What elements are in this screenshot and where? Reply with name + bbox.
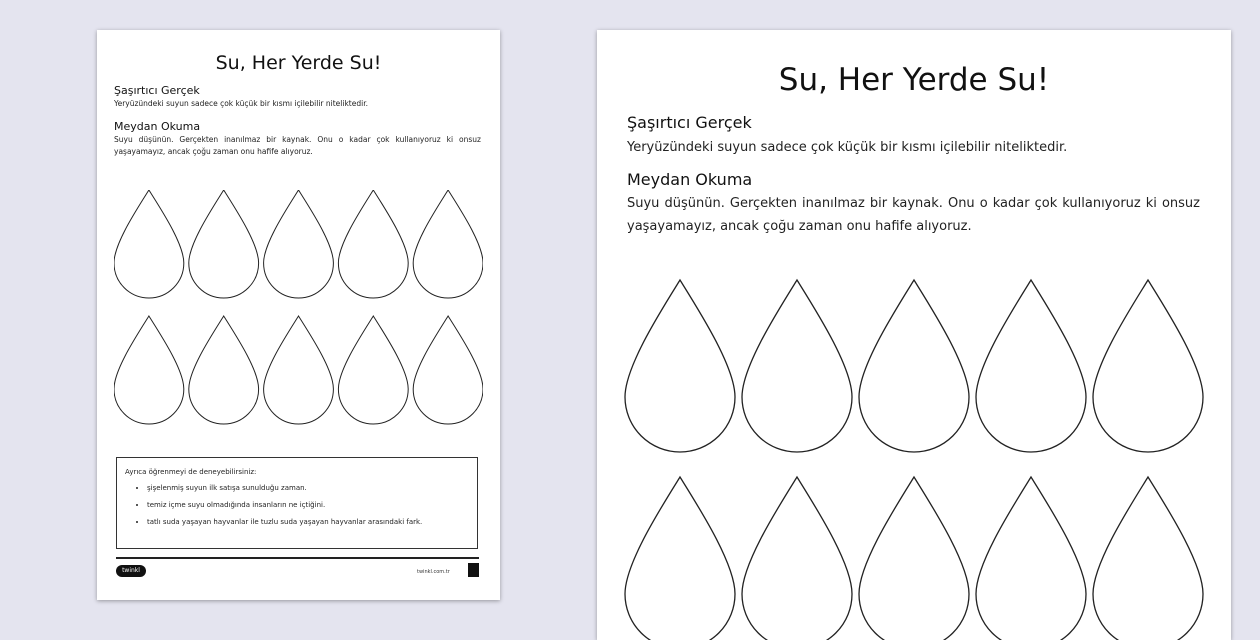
water-drop-outline	[264, 316, 334, 424]
water-drop-outline	[114, 190, 184, 298]
water-drop-grid-large	[625, 280, 1203, 640]
water-drop-outline	[413, 316, 483, 424]
water-drop-grid	[114, 190, 483, 438]
water-drop-outline	[859, 280, 969, 452]
extra-learning-box	[116, 457, 478, 549]
fact-text-large: Yeryüzündeki suyun sadece çok küçük bir kısmı içilebilir niteliktedir.	[627, 140, 1068, 155]
water-drop-outline	[189, 316, 259, 424]
worksheet-title-large: Su, Her Yerde Su!	[778, 62, 1050, 98]
extra-learning-item: • şişelenmiş suyun ilk satışa sunulduğu zaman.	[147, 484, 477, 492]
extra-learning-intro: Ayrıca öğrenmeyi de deneyebilirsiniz:	[125, 468, 257, 476]
fact-heading-large: Şaşırtıcı Gerçek	[627, 113, 752, 132]
water-drop-outline	[742, 280, 852, 452]
water-drop-outline	[189, 190, 259, 298]
extra-learning-item: • temiz içme suyu olmadığında insanların ne içtiğini.	[147, 501, 477, 509]
water-drop-outline	[859, 477, 969, 640]
challenge-heading-large: Meydan Okuma	[627, 170, 753, 189]
water-drop-outline	[976, 477, 1086, 640]
water-drops-svg	[114, 190, 483, 438]
water-drop-outline	[625, 477, 735, 640]
water-drop-outline	[338, 316, 408, 424]
water-drop-outline	[625, 280, 735, 452]
footer-url: twinkl.com.tr	[417, 569, 450, 575]
footer-badge-icon	[468, 563, 479, 577]
water-drop-outline	[976, 280, 1086, 452]
water-drop-outline	[1093, 280, 1203, 452]
worksheet-title: Su, Her Yerde Su!	[215, 52, 382, 74]
worksheet-zoomed	[597, 30, 1231, 640]
fact-text: Yeryüzündeki suyun sadece çok küçük bir kısmı içilebilir niteliktedir.	[114, 99, 368, 108]
challenge-heading: Meydan Okuma	[114, 120, 201, 133]
water-drop-outline	[338, 190, 408, 298]
extra-learning-item: • tatlı suda yaşayan hayvanlar ile tuzlu suda yaşayan hayvanlar arasındaki fark.	[147, 518, 477, 526]
extra-learning-list	[125, 484, 477, 526]
twinkl-logo: twinkl	[116, 565, 146, 577]
footer-divider	[116, 557, 479, 559]
water-drop-outline	[742, 477, 852, 640]
water-drop-outline	[1093, 477, 1203, 640]
water-drop-outline	[114, 316, 184, 424]
water-drops-svg-large	[625, 280, 1203, 640]
worksheet-thumbnail	[97, 30, 500, 600]
fact-heading: Şaşırtıcı Gerçek	[114, 84, 200, 97]
water-drop-outline	[413, 190, 483, 298]
challenge-text: Suyu düşünün. Gerçekten inanılmaz bir kaynak. Onu o kadar çok kullanıyoruz ki onsuz yaşayamayız, ancak çoğu zaman onu hafife alıyoruz.	[114, 135, 481, 156]
water-drop-outline	[264, 190, 334, 298]
challenge-text-large: Suyu düşünün. Gerçekten inanılmaz bir kaynak. Onu o kadar çok kullanıyoruz ki onsuz yaşayamayız, ancak çoğu zaman onu hafife alıyoruz.	[627, 196, 1200, 234]
